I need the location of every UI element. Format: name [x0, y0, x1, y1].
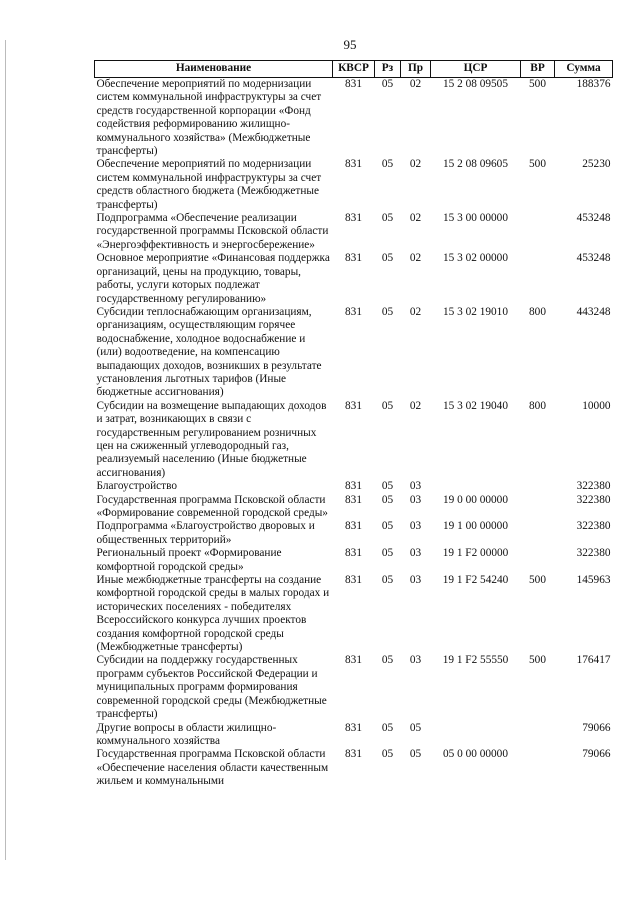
row-kvsr: 831	[345, 212, 362, 225]
table-row	[95, 494, 613, 521]
table-row	[95, 400, 613, 480]
row-rz: 05	[381, 305, 394, 318]
table-row	[95, 306, 613, 400]
row-csr: 15 3 00 00000	[443, 212, 508, 225]
table-row	[95, 722, 613, 749]
row-sum: 188376	[576, 78, 611, 90]
page-number: 95	[343, 37, 357, 52]
row-rz: 05	[381, 252, 394, 265]
row-csr	[431, 480, 521, 493]
row-csr: 19 0 00 00000	[443, 493, 508, 506]
row-kvsr: 831	[345, 654, 362, 667]
row-rz: 05	[381, 520, 394, 533]
row-sum: 453248	[576, 212, 611, 225]
table-row	[95, 574, 613, 654]
column-header-pr: Пр	[401, 61, 431, 78]
row-pr: 02	[409, 78, 422, 90]
row-name: Государственная программа Псковской области «Обеспечение населения области качественным жильем и коммунальными	[96, 748, 329, 788]
row-csr: 05 0 00 00000	[443, 748, 508, 761]
row-pr: 02	[409, 399, 422, 412]
row-pr: 02	[409, 212, 422, 225]
row-csr: 19 1 F2 54240	[442, 574, 509, 587]
column-header-name: Наименование	[95, 61, 333, 78]
row-vr: 800	[529, 305, 546, 318]
row-rz: 05	[381, 212, 394, 225]
table-row	[95, 252, 613, 306]
row-rz: 05	[381, 654, 394, 667]
row-sum: 10000	[582, 399, 611, 412]
row-kvsr: 831	[345, 547, 362, 560]
row-csr: 19 1 F2 00000	[442, 547, 509, 560]
row-name: Государственная программа Псковской области «Формирование современной городской среды»	[96, 493, 328, 519]
row-kvsr: 831	[345, 252, 362, 265]
row-name: Иные межбюджетные трансферты на создание комфортной городской среды в малых городах и исторических поселениях - победителях Всероссийского конкурса лучших проектов создания комфортной городской среды (Межбюджетные трансферты)	[96, 574, 330, 654]
row-csr: 19 1 00 00000	[443, 520, 508, 533]
row-rz: 05	[381, 721, 394, 734]
row-name: Благоустройство	[96, 480, 177, 493]
row-vr: 500	[529, 78, 546, 90]
scan-edge-mark	[5, 40, 6, 860]
column-header-rz: Рз	[375, 61, 401, 78]
row-sum: 453248	[576, 252, 611, 265]
row-name: Региональный проект «Формирование комфортной городской среды»	[96, 547, 282, 573]
table-header-row	[95, 61, 613, 78]
row-name: Подпрограмма «Благоустройство дворовых и общественных территорий»	[96, 520, 315, 546]
row-sum: 322380	[576, 547, 611, 560]
row-csr: 15 3 02 00000	[443, 252, 508, 265]
row-pr: 03	[409, 547, 422, 560]
row-pr: 03	[409, 574, 422, 587]
row-vr	[521, 547, 555, 574]
row-sum: 443248	[576, 305, 611, 318]
row-sum: 145963	[576, 574, 611, 587]
row-pr: 03	[409, 493, 422, 506]
row-name: Подпрограмма «Обеспечение реализации государственной программы Псковской области «Энергоэффективность и энергосбережение»	[96, 212, 329, 251]
row-kvsr: 831	[345, 158, 362, 171]
row-pr: 02	[409, 305, 422, 318]
column-header-sum: Сумма	[555, 61, 613, 78]
row-pr: 05	[409, 721, 422, 734]
table-row	[95, 748, 613, 788]
row-sum: 79066	[582, 721, 611, 734]
table-row	[95, 78, 613, 159]
row-kvsr: 831	[345, 399, 362, 412]
row-rz: 05	[381, 547, 394, 560]
table-row	[95, 547, 613, 574]
row-rz: 05	[381, 399, 394, 412]
row-kvsr: 831	[345, 520, 362, 533]
row-vr	[521, 212, 555, 252]
row-name: Основное мероприятие «Финансовая поддержка организаций, цены на продукцию, товары, работы, услуги которых подлежат государственному регулированию»	[96, 252, 330, 305]
row-rz: 05	[381, 480, 394, 493]
row-name: Субсидии на возмещение выпадающих доходов и затрат, возникающих в связи с государственным регулированием розничных цен на сжиженный углеводородный газ, реализуемый населению (Иные бюджетные ассигнования)	[96, 399, 327, 479]
row-csr: 15 3 02 19010	[443, 305, 508, 318]
row-csr: 19 1 F2 55550	[442, 654, 509, 667]
row-name: Обеспечение мероприятий по модернизации систем коммунальной инфраструктуры за счет средств областного бюджета (Межбюджетные трансферты)	[96, 158, 322, 211]
row-name: Субсидии на поддержку государственных программ субъектов Российской Федерации и муниципальных программ формирования современной городской среды (Межбюджетные трансферты)	[96, 654, 327, 721]
row-name: Обеспечение мероприятий по модернизации систем коммунальной инфраструктуры за счет средств государственной корпорации «Фонд содействия реформированию жилищно-коммунального хозяйства» (Межбюджетные трансферты)	[96, 78, 322, 158]
row-kvsr: 831	[345, 748, 362, 761]
row-csr: 15 2 08 09605	[443, 158, 508, 171]
row-kvsr: 831	[345, 305, 362, 318]
row-vr	[521, 494, 555, 521]
row-vr	[521, 520, 555, 547]
row-pr: 03	[409, 654, 422, 667]
table-row	[95, 158, 613, 212]
row-kvsr: 831	[345, 574, 362, 587]
row-vr: 500	[529, 654, 546, 667]
row-pr: 05	[409, 748, 422, 761]
row-csr: 15 2 08 09505	[443, 78, 508, 90]
row-csr: 15 3 02 19040	[443, 399, 508, 412]
row-vr	[521, 722, 555, 749]
row-pr: 02	[409, 158, 422, 171]
column-header-vr: ВР	[521, 61, 555, 78]
row-sum: 322380	[576, 520, 611, 533]
table-row	[95, 480, 613, 493]
row-pr: 03	[409, 480, 422, 493]
row-vr: 500	[529, 574, 546, 587]
row-rz: 05	[381, 748, 394, 761]
row-name: Субсидии теплоснабжающим организациям, организациям, осуществляющим горячее водоснабжение, холодное водоснабжение и (или) водоотведение, на компенсацию выпадающих доходов, возникших в результате установления льготных тарифов (Иные бюджетные ассигнования)	[96, 305, 322, 399]
row-kvsr: 831	[345, 493, 362, 506]
column-header-csr: ЦСР	[431, 61, 521, 78]
row-vr: 800	[529, 399, 546, 412]
row-vr	[521, 748, 555, 788]
row-vr	[521, 480, 555, 493]
row-vr: 500	[529, 158, 546, 171]
row-rz: 05	[381, 574, 394, 587]
table-row	[95, 212, 613, 252]
column-header-kvsr: КВСР	[333, 61, 375, 78]
row-sum: 322380	[576, 480, 611, 493]
row-rz: 05	[381, 78, 394, 90]
row-rz: 05	[381, 158, 394, 171]
row-sum: 176417	[576, 654, 611, 667]
budget-table	[94, 60, 613, 789]
row-rz: 05	[381, 493, 394, 506]
row-pr: 03	[409, 520, 422, 533]
row-name: Другие вопросы в области жилищно-коммунального хозяйства	[96, 721, 277, 747]
row-vr	[521, 252, 555, 306]
row-sum: 79066	[582, 748, 611, 761]
table-row	[95, 520, 613, 547]
row-sum: 322380	[576, 493, 611, 506]
table-row	[95, 654, 613, 721]
row-kvsr: 831	[345, 78, 362, 90]
row-kvsr: 831	[345, 721, 362, 734]
row-sum: 25230	[582, 158, 611, 171]
row-csr	[431, 722, 521, 749]
row-kvsr: 831	[345, 480, 362, 493]
row-pr: 02	[409, 252, 422, 265]
